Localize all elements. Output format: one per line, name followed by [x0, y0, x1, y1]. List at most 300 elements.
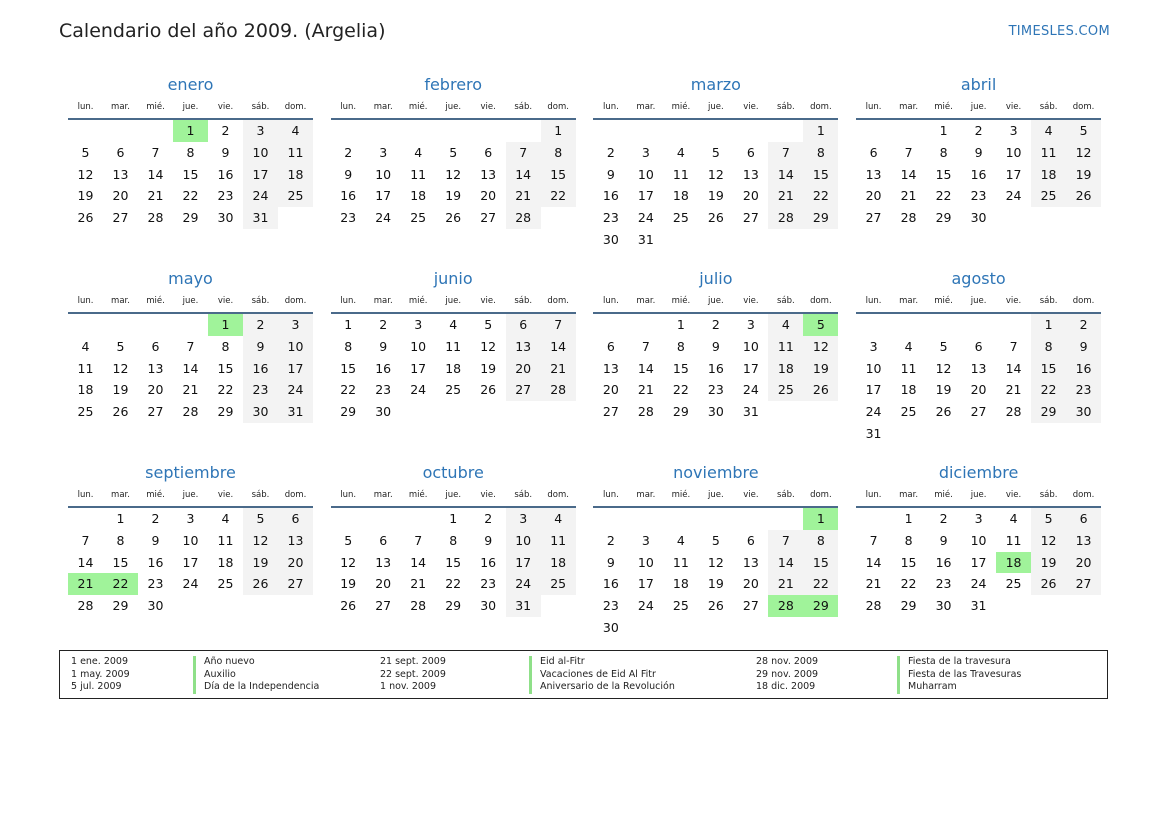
day-cell: 26 — [243, 573, 278, 595]
day-cell: 20 — [506, 358, 541, 380]
day-cell: 2 — [939, 511, 948, 526]
day-cell: 20 — [375, 576, 392, 592]
day-cell: 30 — [147, 598, 164, 614]
day-cell: 11 — [541, 530, 576, 552]
day-cell: 31 — [506, 595, 541, 617]
weekday-header: lun. — [593, 486, 628, 508]
day-cell: 12 — [480, 338, 497, 354]
day-cell: 16 — [340, 188, 357, 204]
weekday-header: mar. — [628, 292, 663, 314]
month-title: agosto — [951, 269, 1006, 288]
weekday-header: vie. — [208, 292, 243, 314]
day-cell: 25 — [900, 404, 917, 420]
day-cell: 15 — [1031, 358, 1066, 380]
empty-cell — [366, 508, 401, 530]
weekday-header: lun. — [68, 486, 103, 508]
day-cell: 2 — [711, 317, 720, 332]
weekday-header: vie. — [996, 98, 1031, 120]
day-cell: 1 — [116, 511, 125, 526]
day-cell: 9 — [221, 144, 230, 160]
day-cell: 15 — [541, 164, 576, 186]
day-cell: 17 — [742, 360, 759, 376]
day-cell: 10 — [1005, 144, 1022, 160]
weekday-header: sáb. — [243, 292, 278, 314]
month-grid — [331, 486, 576, 617]
day-cell: 29 — [217, 404, 234, 420]
day-cell: 17 — [375, 188, 392, 204]
empty-cell — [331, 508, 366, 530]
empty-cell — [768, 120, 803, 142]
empty-cell — [68, 508, 103, 530]
day-cell: 4 — [278, 120, 313, 142]
day-cell: 5 — [116, 338, 125, 354]
month-octubre — [331, 460, 576, 654]
empty-cell — [768, 508, 803, 530]
legend-date: 22 sept. 2009 — [380, 668, 446, 680]
empty-cell — [593, 314, 628, 336]
weekday-header: mié. — [401, 292, 436, 314]
day-cell: 17 — [278, 358, 313, 380]
day-cell: 14 — [768, 164, 803, 186]
day-cell: 20 — [112, 188, 129, 204]
page-title: Calendario del año 2009. (Argelia) — [59, 20, 386, 42]
day-cell: 5 — [81, 144, 90, 160]
day-cell: 19 — [112, 382, 129, 398]
weekday-header: jue. — [173, 292, 208, 314]
day-cell: 17 — [410, 360, 427, 376]
day-cell: 20 — [147, 382, 164, 398]
day-cell: 17 — [865, 382, 882, 398]
day-cell: 9 — [151, 532, 160, 548]
day-cell: 6 — [116, 144, 125, 160]
day-cell: 23 — [217, 188, 234, 204]
month-grid — [856, 292, 1101, 445]
day-cell: 8 — [939, 144, 948, 160]
day-cell: 27 — [1066, 573, 1101, 595]
day-cell: 23 — [602, 210, 619, 226]
weekday-header: jue. — [698, 486, 733, 508]
day-cell: 19 — [803, 358, 838, 380]
weekday-header: dom. — [278, 98, 313, 120]
day-cell: 18 — [445, 360, 462, 376]
day-cell: 7 — [414, 532, 423, 548]
day-cell: 23 — [1066, 379, 1101, 401]
day-cell: 30 — [243, 401, 278, 423]
empty-cell — [401, 508, 436, 530]
day-cell: 28 — [77, 598, 94, 614]
legend-date: 1 may. 2009 — [71, 668, 130, 680]
day-cell: 6 — [506, 314, 541, 336]
day-cell: 19 — [77, 188, 94, 204]
month-title: julio — [699, 269, 733, 288]
day-cell: 11 — [217, 532, 234, 548]
day-cell: 27 — [112, 210, 129, 226]
day-cell: 31 — [278, 401, 313, 423]
day-cell: 3 — [869, 338, 878, 354]
day-cell: 30 — [480, 598, 497, 614]
day-cell: 6 — [484, 144, 493, 160]
day-cell: 24 — [506, 573, 541, 595]
day-cell: 14 — [768, 552, 803, 574]
legend-date: 1 ene. 2009 — [71, 656, 128, 667]
month-grid — [593, 98, 838, 251]
month-agosto — [856, 266, 1101, 460]
empty-cell — [628, 314, 663, 336]
day-cell: 4 — [768, 314, 803, 336]
day-cell: 29 — [112, 598, 129, 614]
legend-date: 18 dic. 2009 — [756, 681, 816, 692]
day-cell: 25 — [672, 598, 689, 614]
weekday-header: vie. — [471, 486, 506, 508]
weekday-header: dom. — [541, 292, 576, 314]
day-cell: 23 — [602, 598, 619, 614]
day-cell: 13 — [375, 554, 392, 570]
day-cell: 24 — [970, 576, 987, 592]
day-cell: 29 — [1031, 401, 1066, 423]
weekday-header: mar. — [366, 292, 401, 314]
month-grid — [68, 98, 313, 229]
day-cell: 16 — [602, 188, 619, 204]
empty-cell — [68, 314, 103, 336]
day-cell: 2 — [379, 317, 388, 332]
empty-cell — [698, 120, 733, 142]
weekday-header: mié. — [926, 292, 961, 314]
empty-cell — [926, 314, 961, 336]
day-cell: 27 — [375, 598, 392, 614]
day-cell: 17 — [182, 554, 199, 570]
day-cell: 31 — [970, 598, 987, 614]
weekday-header: mar. — [366, 486, 401, 508]
day-cell: 10 — [278, 336, 313, 358]
day-cell: 19 — [1066, 164, 1101, 186]
day-cell: 3 — [243, 120, 278, 142]
day-cell: 14 — [410, 554, 427, 570]
empty-cell — [733, 508, 768, 530]
day-cell: 24 — [278, 379, 313, 401]
day-cell: 31 — [865, 425, 882, 441]
day-cell: 11 — [278, 142, 313, 164]
day-cell: 18 — [672, 188, 689, 204]
day-cell: 22 — [445, 576, 462, 592]
empty-cell — [68, 120, 103, 142]
weekday-header: jue. — [698, 98, 733, 120]
month-noviembre — [593, 460, 838, 654]
day-cell: 17 — [506, 552, 541, 574]
legend-holiday-name: Aniversario de la Revolución — [529, 681, 675, 694]
month-title: marzo — [690, 75, 741, 94]
weekday-header: mié. — [401, 98, 436, 120]
day-cell: 2 — [606, 144, 615, 160]
weekday-header: lun. — [856, 98, 891, 120]
day-cell: 23 — [707, 382, 724, 398]
weekday-header: mar. — [628, 486, 663, 508]
day-cell: 30 — [217, 210, 234, 226]
day-cell: 9 — [974, 144, 983, 160]
day-cell: 5 — [449, 144, 458, 160]
month-title: septiembre — [145, 463, 236, 482]
day-cell: 9 — [379, 338, 388, 354]
weekday-header: lun. — [856, 292, 891, 314]
day-cell: 24 — [637, 210, 654, 226]
day-cell: 7 — [1009, 338, 1018, 354]
day-cell: 5 — [711, 532, 720, 548]
weekday-header: mié. — [663, 486, 698, 508]
day-cell: 17 — [637, 576, 654, 592]
month-grid — [331, 292, 576, 423]
day-cell: 1 — [803, 120, 838, 142]
weekday-header: sáb. — [243, 486, 278, 508]
day-cell: 18 — [278, 164, 313, 186]
day-cell: 30 — [375, 404, 392, 420]
day-cell: 11 — [77, 360, 94, 376]
legend-dates-column — [756, 656, 818, 694]
legend-date: 21 sept. 2009 — [380, 656, 446, 667]
day-cell: 10 — [637, 554, 654, 570]
holiday-day-cell: 21 — [68, 573, 103, 595]
month-title: diciembre — [938, 463, 1019, 482]
day-cell: 27 — [278, 573, 313, 595]
legend-date: 1 nov. 2009 — [380, 681, 436, 692]
day-cell: 29 — [445, 598, 462, 614]
day-cell: 11 — [768, 336, 803, 358]
legend-holiday-name: Vacaciones de Eid Al Fitr — [529, 669, 675, 682]
day-cell: 17 — [970, 554, 987, 570]
day-cell: 22 — [803, 185, 838, 207]
weekday-header: mar. — [628, 98, 663, 120]
day-cell: 11 — [1005, 532, 1022, 548]
weekday-header: mar. — [103, 486, 138, 508]
day-cell: 9 — [711, 338, 720, 354]
day-cell: 18 — [768, 358, 803, 380]
day-cell: 15 — [217, 360, 234, 376]
day-cell: 20 — [278, 552, 313, 574]
day-cell: 7 — [506, 142, 541, 164]
day-cell: 7 — [186, 338, 195, 354]
day-cell: 10 — [970, 532, 987, 548]
day-cell: 7 — [641, 338, 650, 354]
day-cell: 3 — [379, 144, 388, 160]
day-cell: 7 — [151, 144, 160, 160]
empty-cell — [173, 314, 208, 336]
empty-cell — [331, 120, 366, 142]
day-cell: 10 — [243, 142, 278, 164]
day-cell: 23 — [935, 576, 952, 592]
day-cell: 29 — [900, 598, 917, 614]
weekday-header: jue. — [436, 292, 471, 314]
weekday-header: sáb. — [1031, 98, 1066, 120]
day-cell: 12 — [707, 554, 724, 570]
weekday-header: lun. — [593, 292, 628, 314]
day-cell: 14 — [77, 554, 94, 570]
day-cell: 3 — [974, 511, 983, 526]
day-cell: 2 — [344, 144, 353, 160]
day-cell: 12 — [935, 360, 952, 376]
day-cell: 24 — [865, 404, 882, 420]
day-cell: 25 — [410, 210, 427, 226]
day-cell: 2 — [606, 532, 615, 548]
day-cell: 28 — [865, 598, 882, 614]
day-cell: 30 — [602, 619, 619, 635]
day-cell: 14 — [900, 166, 917, 182]
holiday-legend — [59, 650, 1108, 699]
empty-cell — [628, 120, 663, 142]
day-cell: 23 — [480, 576, 497, 592]
day-cell: 24 — [182, 576, 199, 592]
weekday-header: lun. — [68, 98, 103, 120]
day-cell: 27 — [742, 598, 759, 614]
day-cell: 14 — [541, 336, 576, 358]
day-cell: 21 — [1005, 382, 1022, 398]
day-cell: 2 — [151, 511, 160, 526]
day-cell: 9 — [484, 532, 493, 548]
day-cell: 23 — [375, 382, 392, 398]
day-cell: 8 — [116, 532, 125, 548]
months-grid — [68, 72, 1101, 654]
legend-holiday-name: Eid al-Fitr — [529, 656, 675, 669]
legend-names-column — [897, 656, 1021, 694]
day-cell: 7 — [904, 144, 913, 160]
day-cell: 23 — [243, 379, 278, 401]
day-cell: 7 — [541, 314, 576, 336]
day-cell: 8 — [344, 338, 353, 354]
day-cell: 12 — [112, 360, 129, 376]
day-cell: 16 — [480, 554, 497, 570]
weekday-header: vie. — [208, 98, 243, 120]
empty-cell — [733, 120, 768, 142]
day-cell: 13 — [602, 360, 619, 376]
day-cell: 12 — [1066, 142, 1101, 164]
month-title: mayo — [168, 269, 213, 288]
day-cell: 8 — [803, 142, 838, 164]
day-cell: 28 — [182, 404, 199, 420]
day-cell: 12 — [707, 166, 724, 182]
day-cell: 14 — [506, 164, 541, 186]
weekday-header: mié. — [663, 98, 698, 120]
day-cell: 4 — [81, 338, 90, 354]
weekday-header: mar. — [103, 98, 138, 120]
day-cell: 24 — [375, 210, 392, 226]
day-cell: 12 — [1031, 530, 1066, 552]
day-cell: 3 — [278, 314, 313, 336]
legend-names-column — [529, 656, 675, 694]
day-cell: 8 — [1031, 336, 1066, 358]
day-cell: 12 — [340, 554, 357, 570]
day-cell: 18 — [410, 188, 427, 204]
empty-cell — [103, 314, 138, 336]
day-cell: 17 — [637, 188, 654, 204]
weekday-header: lun. — [68, 292, 103, 314]
day-cell: 28 — [541, 379, 576, 401]
day-cell: 12 — [803, 336, 838, 358]
day-cell: 6 — [974, 338, 983, 354]
weekday-header: sáb. — [1031, 486, 1066, 508]
month-title: junio — [433, 269, 473, 288]
legend-holiday-name: Auxilio — [193, 669, 319, 682]
day-cell: 6 — [746, 144, 755, 160]
empty-cell — [436, 120, 471, 142]
day-cell: 15 — [803, 552, 838, 574]
day-cell: 28 — [768, 207, 803, 229]
day-cell: 9 — [606, 166, 615, 182]
day-cell: 22 — [217, 382, 234, 398]
month-mayo — [68, 266, 313, 460]
day-cell: 5 — [1066, 120, 1101, 142]
day-cell: 13 — [742, 166, 759, 182]
month-grid — [331, 98, 576, 229]
day-cell: 9 — [939, 532, 948, 548]
day-cell: 19 — [243, 552, 278, 574]
weekday-header: mar. — [891, 486, 926, 508]
day-cell: 1 — [449, 511, 458, 526]
day-cell: 15 — [900, 554, 917, 570]
day-cell: 11 — [900, 360, 917, 376]
month-junio — [331, 266, 576, 460]
month-grid — [68, 292, 313, 423]
empty-cell — [856, 508, 891, 530]
month-title: enero — [167, 75, 214, 94]
day-cell: 7 — [869, 532, 878, 548]
day-cell: 15 — [445, 554, 462, 570]
day-cell: 21 — [182, 382, 199, 398]
legend-names-column — [193, 656, 319, 694]
day-cell: 6 — [606, 338, 615, 354]
day-cell: 18 — [541, 552, 576, 574]
day-cell: 8 — [186, 144, 195, 160]
brand-link[interactable]: TIMESLES.COM — [1008, 24, 1110, 39]
weekday-header: mié. — [663, 292, 698, 314]
day-cell: 19 — [480, 360, 497, 376]
day-cell: 4 — [1031, 120, 1066, 142]
month-julio — [593, 266, 838, 460]
day-cell: 22 — [1031, 379, 1066, 401]
legend-holiday-name: Año nuevo — [193, 656, 319, 669]
weekday-header: vie. — [471, 292, 506, 314]
holiday-day-cell: 18 — [996, 552, 1031, 574]
empty-cell — [138, 314, 173, 336]
day-cell: 19 — [1031, 552, 1066, 574]
weekday-header: mié. — [138, 98, 173, 120]
weekday-header: sáb. — [506, 486, 541, 508]
empty-cell — [663, 120, 698, 142]
day-cell: 10 — [410, 338, 427, 354]
day-cell: 6 — [278, 508, 313, 530]
day-cell: 20 — [970, 382, 987, 398]
day-cell: 26 — [803, 379, 838, 401]
day-cell: 6 — [869, 144, 878, 160]
day-cell: 22 — [541, 185, 576, 207]
holiday-day-cell: 1 — [173, 120, 208, 142]
holiday-day-cell: 28 — [768, 595, 803, 617]
day-cell: 21 — [637, 382, 654, 398]
day-cell: 10 — [375, 166, 392, 182]
day-cell: 16 — [602, 576, 619, 592]
weekday-header: mar. — [103, 292, 138, 314]
day-cell: 3 — [641, 144, 650, 160]
day-cell: 10 — [637, 166, 654, 182]
day-cell: 20 — [1066, 552, 1101, 574]
month-diciembre — [856, 460, 1101, 654]
day-cell: 29 — [340, 404, 357, 420]
day-cell: 24 — [1005, 188, 1022, 204]
legend-date: 28 nov. 2009 — [756, 656, 819, 667]
day-cell: 7 — [81, 532, 90, 548]
day-cell: 21 — [768, 573, 803, 595]
day-cell: 29 — [182, 210, 199, 226]
day-cell: 8 — [803, 530, 838, 552]
day-cell: 21 — [900, 188, 917, 204]
empty-cell — [663, 508, 698, 530]
day-cell: 25 — [768, 379, 803, 401]
